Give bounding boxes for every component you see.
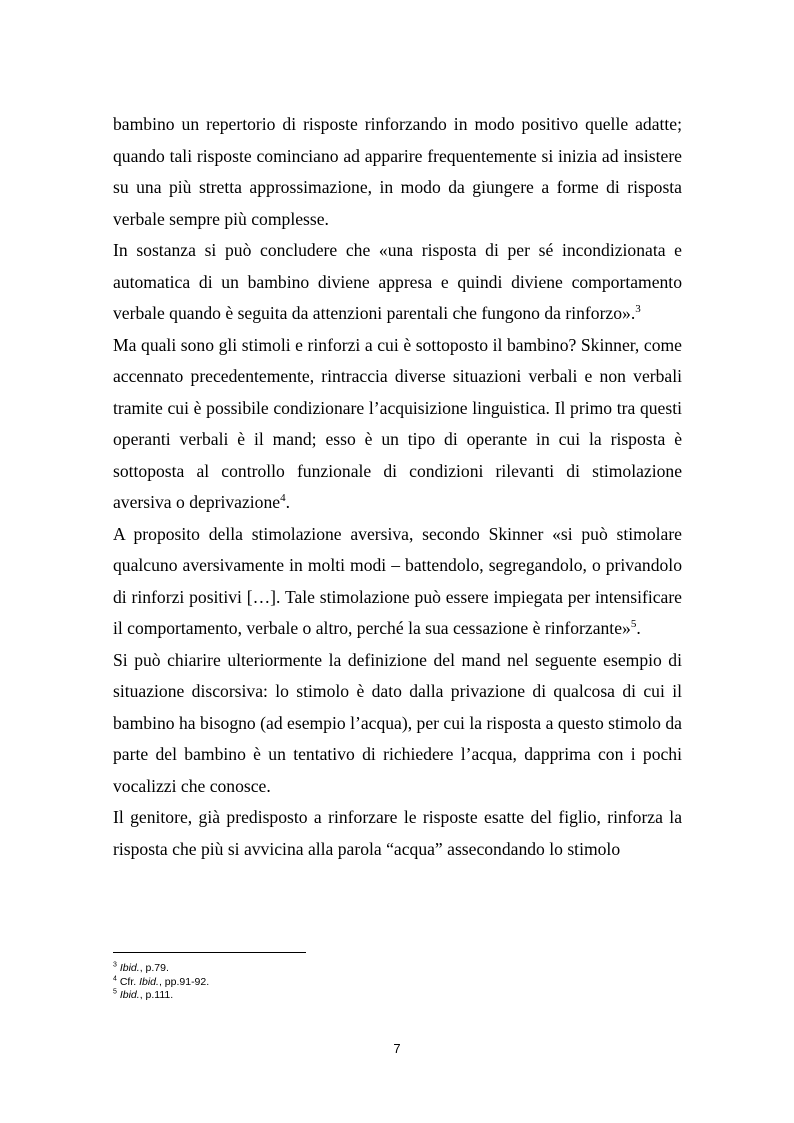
page-number: 7	[393, 1041, 401, 1056]
paragraph-4-text: A proposito della stimolazione aversiva, secondo Skinner «si può stimolare qualcuno aversivamente in molti modi – battendolo, segregandolo, o privandolo di rinforzi positivi […]. Tale stimolazione può essere impiegata per intensificare il comportamento, verbale o altro, perché la sua cessazione è rinforzante»	[113, 523, 682, 638]
footnote-ref-4: 4	[280, 492, 286, 505]
footnote-5-ibid: Ibid.	[119, 989, 140, 1001]
footnotes	[113, 962, 209, 1003]
footnote-4-pre: Cfr.	[119, 975, 140, 988]
paragraph-6	[113, 802, 682, 865]
footnote-divider	[113, 952, 306, 953]
footnote-4-ref: , pp.91-92.	[158, 975, 210, 988]
footnote-4	[113, 976, 209, 990]
paragraph-3-text: Ma quali sono gli stimoli e rinforzi a cui è sottoposto il bambino? Skinner, come accennato precedentemente, rintraccia diverse situazioni verbali e non verbali tramite cui è possibile condizionare l’acquisizione linguistica. Il primo tra questi operanti verbali è il mand; esso è un tipo di operante in cui la risposta è sottoposta al controllo funzionale di condizioni rilevanti di stimolazione aversiva o deprivazione	[113, 334, 682, 512]
footnote-3-number: 3	[113, 961, 117, 969]
footnote-4-number: 4	[113, 975, 117, 982]
paragraph-4-end: .	[636, 618, 641, 638]
paragraph-3	[113, 330, 682, 519]
body-text	[113, 109, 682, 865]
paragraph-2-text: In sostanza si può concludere che «una risposta di per sé incondizionata e automatica di un bambino diviene appresa e quindi diviene comportamento verbale quando è seguita da attenzioni parentali che fungono da rinforzo».	[113, 240, 682, 323]
footnote-ref-3: 3	[635, 303, 641, 316]
footnote-5-number: 5	[113, 988, 117, 996]
paragraph-5	[113, 645, 682, 803]
paragraph-4	[113, 519, 682, 645]
paragraph-3-end: .	[285, 492, 290, 512]
paragraph-1	[113, 109, 682, 235]
footnote-4-ibid: Ibid.	[139, 975, 159, 988]
footnote-3-ibid: Ibid.	[119, 962, 140, 974]
paragraph-5-text: Si può chiarire ulteriormente la definizione del mand nel seguente esempio di situazione discorsiva: lo stimolo è dato dalla privazione di qualcosa di cui il bambino ha bisogno (ad esempio l’acqua), per cui la risposta a questo stimolo da parte del bambino è un tentativo di richiedere l’acqua, dapprima con i pochi vocalizzi che conosce.	[113, 649, 682, 796]
footnote-3	[113, 962, 209, 976]
paragraph-6-text: Il genitore, già predisposto a rinforzare le risposte esatte del figlio, rinforza la risposta che più si avvicina alla parola “acqua” assecondando lo stimolo	[113, 807, 682, 859]
footnote-3-ref: , p.79.	[139, 962, 169, 974]
footnote-ref-5: 5	[630, 618, 637, 631]
footnote-5-ref: , p.111.	[139, 989, 174, 1001]
footnote-5	[113, 989, 209, 1003]
paragraph-1-text: bambino un repertorio di risposte rinforzando in modo positivo quelle adatte; quando tali risposte cominciano ad apparire frequentemente si inizia ad insistere su una più stretta approssimazione, in modo da giungere a forme di risposta verbale sempre più complesse.	[113, 114, 682, 229]
paragraph-2	[113, 235, 682, 330]
